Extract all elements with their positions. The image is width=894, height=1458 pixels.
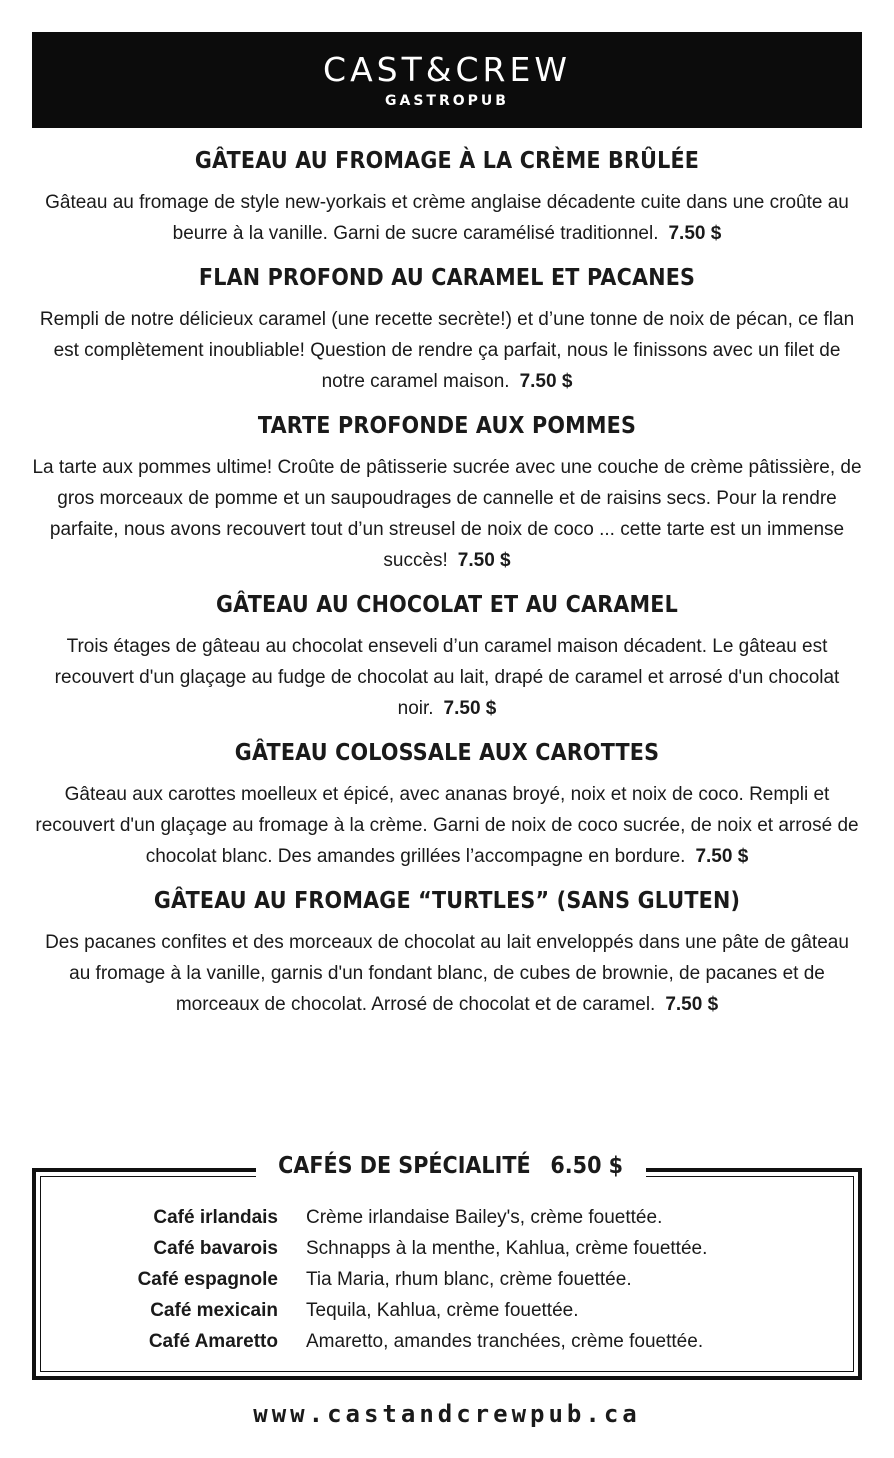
- coffee-name: Café irlandais: [153, 1207, 278, 1228]
- menu-item-title: GÂTEAU AU CHOCOLAT ET AU CARAMEL: [215, 592, 679, 618]
- menu-item-description: [30, 779, 864, 872]
- menu-item: [30, 411, 864, 576]
- menu-item-description-text: Trois étages de gâteau au chocolat enseveli d’un caramel maison décadent. Le gâteau est recouvert d'un glaçage au fudge de chocolat au lait, drapé de caramel et arrosé d'un chocolat noir.: [54, 636, 840, 719]
- menu-item-title: GÂTEAU AU FROMAGE À LA CRÈME BRÛLÉE: [194, 148, 700, 174]
- menu-item-description: [30, 631, 864, 724]
- menu-item-description: [30, 927, 864, 1020]
- menu-item: [30, 886, 864, 1020]
- coffee-description: Tequila, Kahlua, crème fouettée.: [306, 1300, 579, 1321]
- menu-item-title: TARTE PROFONDE AUX POMMES: [257, 413, 637, 439]
- coffee-title-text: CAFÉS DE SPÉCIALITÉ: [278, 1153, 531, 1179]
- coffee-row: [36, 1233, 858, 1264]
- menu-item-description: [30, 452, 864, 576]
- coffee-row: [36, 1264, 858, 1295]
- menu-item-title: GÂTEAU AU FROMAGE “TURTLES” (SANS GLUTEN): [153, 888, 741, 914]
- coffee-name: Café espagnole: [137, 1269, 278, 1290]
- menu-item-price: 7.50 $: [443, 698, 497, 719]
- menu-item-title: FLAN PROFOND AU CARAMEL ET PACANES: [198, 265, 696, 291]
- menu-item-description-text: Gâteau au fromage de style new-yorkais et crème anglaise décadente cuite dans une croûte au beurre à la vanille. Garni de sucre caramélisé traditionnel.: [45, 192, 849, 244]
- coffee-name: Café bavarois: [153, 1238, 278, 1259]
- coffee-section-title: [256, 1146, 646, 1186]
- specialty-coffee-box: [32, 1153, 862, 1380]
- menu-item: [30, 738, 864, 872]
- menu-item: [30, 263, 864, 397]
- menu-item-description-text: Des pacanes confites et des morceaux de chocolat au lait enveloppés dans une pâte de gâteau au fromage à la vanille, garnis d'un fondant blanc, de cubes de brownie, de pacanes et de morceaux de chocolat. Arrosé de chocolat et de caramel.: [45, 932, 849, 1015]
- menu-item-price: 7.50 $: [665, 994, 719, 1015]
- coffee-title-wrapper: [279, 1146, 624, 1186]
- menu-item-title: GÂTEAU COLOSSALE AUX CAROTTES: [234, 740, 660, 766]
- menu-item-price: 7.50 $: [695, 846, 749, 867]
- coffee-name: Café mexicain: [150, 1300, 278, 1321]
- coffee-name: Café Amaretto: [148, 1331, 278, 1352]
- menu-item-description-text: Gâteau aux carottes moelleux et épicé, avec ananas broyé, noix et noix de coco. Rempli et recouvert d'un glaçage au fromage à la crème. Garni de noix de coco sucrée, de noix et arrosé de chocolat blanc. Des amandes grillées l’accompagne en bordure.: [35, 784, 859, 867]
- menu-item-description-text: La tarte aux pommes ultime! Croûte de pâtisserie sucrée avec une couche de crème pâtissière, de gros morceaux de pomme et un saupoudrages de cannelle et de raisins secs. Pour la rendre parfaite, nous avons recouvert tout d’un streusel de noix de coco ... cette tarte est un immense succès!: [32, 457, 862, 571]
- coffee-list: [36, 1202, 858, 1357]
- header-banner: [32, 32, 862, 128]
- menu-item-price: 7.50 $: [668, 223, 722, 244]
- coffee-row: [36, 1326, 858, 1357]
- brand-subtitle: GASTROPUB: [385, 93, 509, 109]
- coffee-row: [36, 1202, 858, 1233]
- coffee-price: 6.50 $: [550, 1153, 624, 1179]
- coffee-description: Amaretto, amandes tranchées, crème fouettée.: [306, 1331, 704, 1352]
- menu-item-price: 7.50 $: [519, 371, 573, 392]
- menu-item: [30, 146, 864, 249]
- menu-item-price: 7.50 $: [457, 550, 511, 571]
- menu-item-description: [30, 187, 864, 249]
- coffee-description: Crème irlandaise Bailey's, crème fouettée.: [306, 1207, 663, 1228]
- coffee-description: Tia Maria, rhum blanc, crème fouettée.: [306, 1269, 632, 1290]
- menu-item-description-text: Rempli de notre délicieux caramel (une recette secrète!) et d’une tonne de noix de pécan, ce flan est complètement inoubliable! Question de rendre ça parfait, nous le finissons avec un filet de notre caramel maison.: [39, 309, 855, 392]
- coffee-description: Schnapps à la menthe, Kahlua, crème fouettée.: [306, 1238, 708, 1259]
- coffee-row: [36, 1295, 858, 1326]
- website-url: www.castandcrewpub.ca: [253, 1400, 641, 1428]
- menu-item-description: [30, 304, 864, 397]
- menu-item: [30, 590, 864, 724]
- brand-name: CAST&CREW: [323, 50, 571, 89]
- dessert-menu: [30, 146, 864, 1034]
